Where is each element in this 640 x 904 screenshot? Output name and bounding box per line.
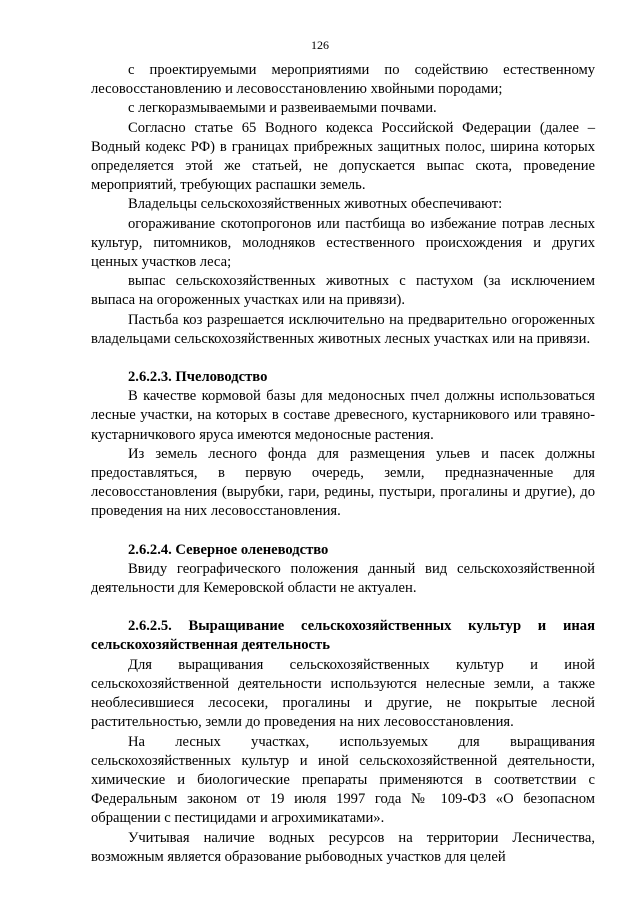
paragraph: Учитывая наличие водных ресурсов на территории Лесничества, возможным является образование рыбоводных участков для целей <box>91 829 595 865</box>
paragraph: с легкоразмываемыми и развеиваемыми почвами. <box>128 100 437 117</box>
document-body <box>91 61 595 867</box>
page-number: 126 <box>311 38 329 52</box>
paragraph: На лесных участках, используемых для выращивания сельскохозяйственных культур и иной сельскохозяйственной деятельности, химические и биологические препараты применяются в соответствии с Федеральным законом от 19 июля 1997 года № 109-ФЗ «О безопасном обращении с пестицидами и агрохимикатами». <box>91 733 595 827</box>
section-heading: 2.6.2.3. Пчеловодство <box>128 369 268 386</box>
paragraph: Для выращивания сельскохозяйственных культур и иной сельскохозяйственной деятельности используются нелесные земли, а также необлесившиеся лесосеки, прогалины и другие, не покрытые лесной растительностью, земли до проведения на них лесовосстановления. <box>91 656 595 731</box>
paragraph: Владельцы сельскохозяйственных животных обеспечивают: <box>128 196 503 213</box>
paragraph: с проектируемыми мероприятиями по содействию естественному лесовосстановлению и лесовосстановлению хвойными породами; <box>91 62 595 98</box>
paragraph: В качестве кормовой базы для медоносных пчел должны использоваться лесные участки, на которых в составе древесного, кустарникового или травяно-кустарничкового яруса имеются медоносные растения. <box>91 388 595 443</box>
paragraph: Пастьба коз разрешается исключительно на предварительно огороженных владельцами сельскохозяйственных животных лесных участках или на привязи. <box>91 311 595 347</box>
paragraph: Из земель лесного фонда для размещения ульев и пасек должны предоставляться, в первую очередь, земли, предназначенные для лесовосстановления (вырубки, гари, редины, пустыри, прогалины и другие), до проведения на них лесовосстановления. <box>91 445 595 520</box>
paragraph: выпас сельскохозяйственных животных с пастухом (за исключением выпаса на огороженных участках или на привязи). <box>91 273 595 309</box>
section-heading: 2.6.2.4. Северное оленеводство <box>128 541 329 558</box>
paragraph: Согласно статье 65 Водного кодекса Российской Федерации (далее – Водный кодекс РФ) в границах прибрежных защитных полос, ширина которых определяется этой же статьей, не допускается выпас скота, проведение мероприятий, требующих распашки земель. <box>91 119 595 194</box>
paragraph: Ввиду географического положения данный вид сельскохозяйственной деятельности для Кемеровской области не актуален. <box>91 560 595 597</box>
paragraph: огораживание скотопрогонов или пастбища во избежание потрав лесных культур, питомников, молодняков естественного происхождения и других ценных участков леса; <box>91 215 595 271</box>
section-heading: 2.6.2.5. Выращивание сельскохозяйственных культур и иная сельскохозяйственная деятельность <box>91 618 595 654</box>
